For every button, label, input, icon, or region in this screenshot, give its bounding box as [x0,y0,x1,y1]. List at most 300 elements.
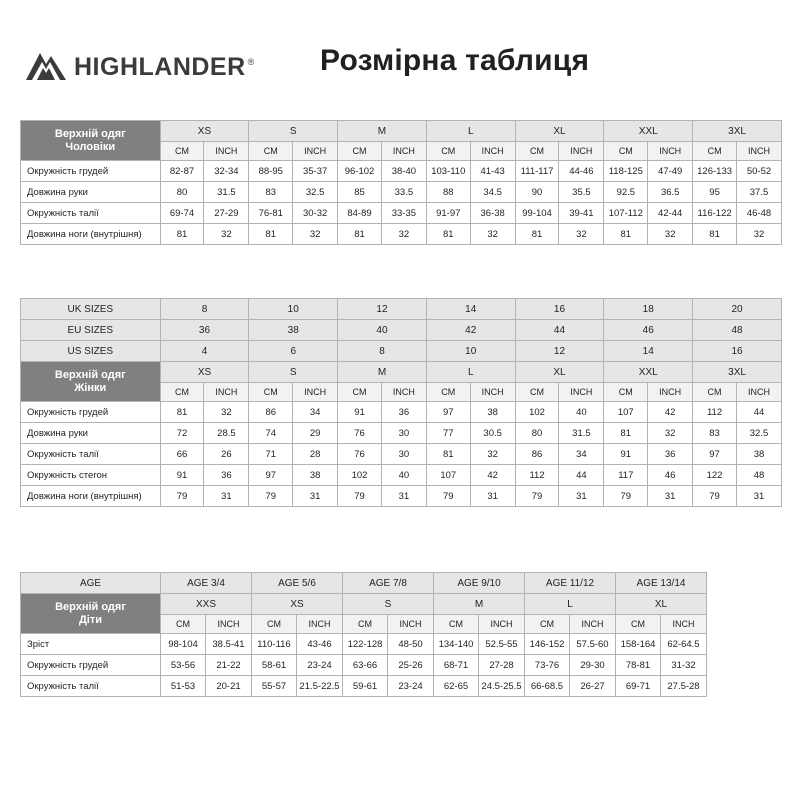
men-size-s: S [249,121,338,142]
kids-cell-2-2: 55-57 [252,676,297,697]
men-cell-2-8: 99-104 [515,203,559,224]
women-cell-3-11: 46 [648,465,693,486]
kids-size-xxs: XXS [161,594,252,615]
table-row [21,161,782,182]
women-unit-inch-4: INCH [559,383,604,402]
men-cell-3-4: 81 [338,224,382,245]
women-cell-0-9: 40 [559,402,604,423]
women-size-s: S [249,362,338,383]
men-cell-3-3: 32 [293,224,338,245]
women-cell-0-12: 112 [693,402,737,423]
men-section-label-line2: Чоловіки [65,140,116,153]
kids-unit-cm-0: CM [161,615,206,634]
men-unit-inch-4: INCH [559,142,604,161]
women-cell-2-9: 34 [559,444,604,465]
men-cell-3-12: 81 [693,224,737,245]
women-cell-1-7: 30.5 [470,423,515,444]
kids-cell-2-3: 21.5-22.5 [297,676,343,697]
kids-cell-2-6: 62-65 [434,676,479,697]
uk-size-2: 12 [338,299,427,320]
women-row-label-1: Довжина руки [21,423,161,444]
men-row-label-3: Довжина ноги (внутрішня) [21,224,161,245]
kids-section-label [21,594,161,634]
brand-logo [24,50,255,84]
men-cell-0-1: 32-34 [204,161,249,182]
women-unit-inch-2: INCH [381,383,426,402]
men-cell-2-12: 116-122 [693,203,737,224]
women-unit-inch-1: INCH [293,383,338,402]
eu-size-5: 46 [604,320,693,341]
men-unit-inch-3: INCH [470,142,515,161]
us-size-3: 10 [426,341,515,362]
women-row-label-4: Довжина ноги (внутрішня) [21,486,161,507]
men-cell-1-3: 32.5 [293,182,338,203]
women-cell-0-5: 36 [381,402,426,423]
men-cell-2-6: 91-97 [426,203,470,224]
eu-size-6: 48 [693,320,782,341]
women-cell-0-1: 32 [204,402,249,423]
kids-cell-0-11: 62-64.5 [661,634,707,655]
men-cell-3-8: 81 [515,224,559,245]
men-row-label-0: Окружність грудей [21,161,161,182]
kids-cell-1-8: 73-76 [525,655,570,676]
men-unit-inch-6: INCH [737,142,782,161]
men-cell-3-10: 81 [604,224,648,245]
kids-row-label-2: Окружність талії [21,676,161,697]
kids-age-label: AGE [21,573,161,594]
women-cell-4-1: 31 [204,486,249,507]
women-row-label-2: Окружність талії [21,444,161,465]
men-unit-cm-3: CM [426,142,470,161]
kids-unit-cm-3: CM [434,615,479,634]
women-unit-inch-5: INCH [648,383,693,402]
registered-mark: ® [247,57,255,68]
kids-cell-2-9: 26-27 [570,676,616,697]
kids-size-l: L [525,594,616,615]
women-cell-3-3: 38 [293,465,338,486]
table-row [21,224,782,245]
men-cell-2-13: 46-48 [737,203,782,224]
kids-section-label-line2: Діти [78,613,103,626]
women-cell-4-4: 79 [338,486,382,507]
eu-size-2: 40 [338,320,427,341]
kids-cell-2-8: 66-68.5 [525,676,570,697]
women-cell-4-9: 31 [559,486,604,507]
women-cell-0-13: 44 [736,402,781,423]
women-cell-0-6: 97 [426,402,470,423]
women-cell-4-0: 79 [160,486,204,507]
kids-cell-0-8: 146-152 [525,634,570,655]
women-cell-2-10: 91 [604,444,648,465]
women-cell-4-3: 31 [293,486,338,507]
us-size-6: 16 [693,341,782,362]
page-header [0,40,800,100]
page-title: Розмірна таблиця [320,44,590,77]
kids-cell-2-0: 51-53 [161,676,206,697]
us-size-0: 4 [160,341,249,362]
women-cell-2-12: 97 [693,444,737,465]
women-cell-4-10: 79 [604,486,648,507]
kids-unit-inch-4: INCH [570,615,616,634]
kids-age-5: AGE 13/14 [616,573,707,594]
women-cell-1-5: 30 [381,423,426,444]
women-cell-3-8: 112 [515,465,559,486]
kids-cell-0-10: 158-164 [616,634,661,655]
men-cell-0-9: 44-46 [559,161,604,182]
women-cell-0-10: 107 [604,402,648,423]
women-cell-2-3: 28 [293,444,338,465]
women-unit-cm-6: CM [693,383,737,402]
men-cell-3-0: 81 [160,224,204,245]
women-size-3xl: 3XL [693,362,782,383]
kids-cell-2-11: 27.5-28 [661,676,707,697]
men-cell-1-6: 88 [426,182,470,203]
men-cell-3-13: 32 [737,224,782,245]
men-size-xs: XS [160,121,249,142]
men-cell-2-0: 69-74 [160,203,204,224]
women-unit-inch-6: INCH [736,383,781,402]
us-sizes-label: US SIZES [21,341,161,362]
kids-unit-inch-0: INCH [206,615,252,634]
highlander-mountain-logo-icon [24,50,68,84]
men-size-table-wrapper [20,120,782,245]
men-cell-0-8: 111-117 [515,161,559,182]
eu-size-3: 42 [426,320,515,341]
women-cell-0-7: 38 [470,402,515,423]
men-cell-1-7: 34.5 [470,182,515,203]
men-unit-cm-5: CM [604,142,648,161]
men-section-label-line1: Верхній одяг [54,127,126,140]
women-unit-cm-0: CM [160,383,204,402]
table-row [21,634,707,655]
men-cell-2-1: 27-29 [204,203,249,224]
eu-size-4: 44 [515,320,604,341]
women-cell-1-2: 74 [249,423,293,444]
women-cell-4-7: 31 [470,486,515,507]
men-cell-1-10: 92.5 [604,182,648,203]
women-unit-inch-0: INCH [204,383,249,402]
eu-size-1: 38 [249,320,338,341]
us-size-2: 8 [338,341,427,362]
kids-cell-2-1: 20-21 [206,676,252,697]
men-cell-1-12: 95 [693,182,737,203]
kids-cell-1-5: 25-26 [388,655,434,676]
men-unit-cm-1: CM [249,142,293,161]
women-size-table-wrapper [20,298,782,507]
women-cell-0-8: 102 [515,402,559,423]
kids-size-header-row [21,594,707,615]
eu-size-0: 36 [160,320,249,341]
men-cell-1-8: 90 [515,182,559,203]
kids-cell-0-9: 57.5-60 [570,634,616,655]
women-cell-4-2: 79 [249,486,293,507]
table-row [21,486,782,507]
women-cell-2-5: 30 [381,444,426,465]
kids-cell-0-3: 43-46 [297,634,343,655]
men-cell-0-10: 118-125 [604,161,648,182]
men-cell-2-11: 42-44 [648,203,693,224]
kids-size-table [20,572,707,697]
kids-unit-inch-5: INCH [661,615,707,634]
kids-age-4: AGE 11/12 [525,573,616,594]
men-cell-1-9: 35.5 [559,182,604,203]
women-cell-0-4: 91 [338,402,382,423]
women-cell-3-6: 107 [426,465,470,486]
women-cell-1-13: 32.5 [736,423,781,444]
kids-cell-0-1: 38.5-41 [206,634,252,655]
men-unit-inch-2: INCH [381,142,426,161]
us-size-1: 6 [249,341,338,362]
women-cell-2-8: 86 [515,444,559,465]
men-cell-0-0: 82-87 [160,161,204,182]
men-unit-cm-6: CM [693,142,737,161]
women-cell-4-6: 79 [426,486,470,507]
kids-cell-1-4: 63-66 [343,655,388,676]
women-section-label-line1: Верхній одяг [54,368,126,381]
kids-cell-1-7: 27-28 [479,655,525,676]
uk-size-0: 8 [160,299,249,320]
women-size-xs: XS [160,362,249,383]
women-cell-1-11: 32 [648,423,693,444]
men-cell-1-4: 85 [338,182,382,203]
women-unit-cm-1: CM [249,383,293,402]
men-cell-3-11: 32 [648,224,693,245]
men-cell-0-7: 41-43 [470,161,515,182]
uk-size-6: 20 [693,299,782,320]
women-row-label-3: Окружність стегон [21,465,161,486]
kids-size-table-wrapper [20,572,782,697]
women-cell-4-11: 31 [648,486,693,507]
table-row [21,203,782,224]
men-cell-2-2: 76-81 [249,203,293,224]
men-unit-inch-5: INCH [648,142,693,161]
table-row [21,182,782,203]
kids-cell-0-7: 52.5-55 [479,634,525,655]
women-size-l: L [426,362,515,383]
uk-sizes-label: UK SIZES [21,299,161,320]
women-cell-0-0: 81 [160,402,204,423]
table-row [21,655,707,676]
women-cell-1-3: 29 [293,423,338,444]
kids-cell-0-4: 122-128 [343,634,388,655]
kids-cell-1-3: 23-24 [297,655,343,676]
women-cell-0-11: 42 [648,402,693,423]
women-row-label-0: Окружність грудей [21,402,161,423]
kids-cell-2-5: 23-24 [388,676,434,697]
women-cell-2-1: 26 [204,444,249,465]
uk-size-5: 18 [604,299,693,320]
kids-unit-cm-2: CM [343,615,388,634]
men-unit-inch-1: INCH [293,142,338,161]
women-cell-4-13: 31 [736,486,781,507]
kids-cell-1-9: 29-30 [570,655,616,676]
kids-cell-2-7: 24.5-25.5 [479,676,525,697]
men-cell-2-5: 33-35 [381,203,426,224]
women-cell-3-1: 36 [204,465,249,486]
table-row [21,423,782,444]
women-unit-cm-3: CM [426,383,470,402]
women-section-label-line2: Жінки [74,381,107,394]
table-row [21,676,707,697]
women-cell-0-3: 34 [293,402,338,423]
women-cell-3-5: 40 [381,465,426,486]
women-cell-4-5: 31 [381,486,426,507]
men-cell-1-5: 33.5 [381,182,426,203]
women-size-header-row [21,362,782,383]
women-cell-2-7: 32 [470,444,515,465]
women-cell-1-8: 80 [515,423,559,444]
women-cell-3-10: 117 [604,465,648,486]
eu-sizes-row [21,320,782,341]
kids-cell-1-0: 53-56 [161,655,206,676]
men-unit-cm-4: CM [515,142,559,161]
kids-size-m: M [434,594,525,615]
brand-name: HIGHLANDER ® [74,52,255,81]
women-unit-cm-4: CM [515,383,559,402]
kids-age-1: AGE 5/6 [252,573,343,594]
women-cell-1-12: 83 [693,423,737,444]
women-cell-1-9: 31.5 [559,423,604,444]
men-cell-3-7: 32 [470,224,515,245]
uk-sizes-row [21,299,782,320]
eu-sizes-label: EU SIZES [21,320,161,341]
kids-cell-0-0: 98-104 [161,634,206,655]
us-sizes-row [21,341,782,362]
women-cell-1-10: 81 [604,423,648,444]
men-cell-3-2: 81 [249,224,293,245]
women-cell-3-4: 102 [338,465,382,486]
kids-size-xl: XL [616,594,707,615]
kids-size-s: S [343,594,434,615]
women-cell-1-6: 77 [426,423,470,444]
women-cell-3-13: 48 [736,465,781,486]
men-unit-cm-2: CM [338,142,382,161]
men-size-l: L [426,121,515,142]
men-cell-3-1: 32 [204,224,249,245]
kids-cell-1-10: 78-81 [616,655,661,676]
kids-unit-cm-4: CM [525,615,570,634]
men-cell-1-0: 80 [160,182,204,203]
women-cell-3-12: 122 [693,465,737,486]
kids-cell-1-6: 68-71 [434,655,479,676]
men-cell-2-7: 36-38 [470,203,515,224]
men-cell-0-5: 38-40 [381,161,426,182]
kids-cell-2-4: 59-61 [343,676,388,697]
men-cell-0-12: 126-133 [693,161,737,182]
women-cell-2-4: 76 [338,444,382,465]
men-cell-0-4: 96-102 [338,161,382,182]
kids-row-label-1: Окружність грудей [21,655,161,676]
men-size-m: M [338,121,427,142]
kids-cell-0-6: 134-140 [434,634,479,655]
women-cell-1-4: 76 [338,423,382,444]
men-cell-0-6: 103-110 [426,161,470,182]
kids-cell-2-10: 69-71 [616,676,661,697]
kids-section-label-line1: Верхній одяг [55,600,126,613]
women-cell-3-2: 97 [249,465,293,486]
women-cell-0-2: 86 [249,402,293,423]
women-size-xl: XL [515,362,604,383]
men-unit-inch-0: INCH [204,142,249,161]
men-cell-2-10: 107-112 [604,203,648,224]
men-cell-1-11: 36.5 [648,182,693,203]
kids-cell-1-2: 58-61 [252,655,297,676]
women-cell-2-2: 71 [249,444,293,465]
uk-size-3: 14 [426,299,515,320]
women-cell-2-0: 66 [160,444,204,465]
men-size-3xl: 3XL [693,121,782,142]
men-cell-3-6: 81 [426,224,470,245]
men-cell-2-4: 84-89 [338,203,382,224]
men-cell-3-9: 32 [559,224,604,245]
men-section-label [21,121,161,161]
women-cell-3-9: 44 [559,465,604,486]
women-unit-cm-5: CM [604,383,648,402]
women-size-m: M [338,362,427,383]
men-row-label-1: Довжина руки [21,182,161,203]
women-cell-4-12: 79 [693,486,737,507]
kids-cell-0-2: 110-116 [252,634,297,655]
men-cell-0-11: 47-49 [648,161,693,182]
women-size-xxl: XXL [604,362,693,383]
table-row [21,444,782,465]
table-row [21,402,782,423]
men-row-label-2: Окружність талії [21,203,161,224]
kids-cell-1-11: 31-32 [661,655,707,676]
kids-unit-inch-2: INCH [388,615,434,634]
women-cell-1-1: 28.5 [204,423,249,444]
men-cell-1-1: 31.5 [204,182,249,203]
kids-cell-1-1: 21-22 [206,655,252,676]
women-unit-inch-3: INCH [470,383,515,402]
men-cell-1-13: 37.5 [737,182,782,203]
men-size-xl: XL [515,121,604,142]
men-cell-0-2: 88-95 [249,161,293,182]
men-unit-cm-0: CM [160,142,204,161]
women-cell-2-13: 38 [736,444,781,465]
kids-unit-inch-3: INCH [479,615,525,634]
men-size-table [20,120,782,245]
men-cell-2-9: 39-41 [559,203,604,224]
men-cell-3-5: 32 [381,224,426,245]
us-size-5: 14 [604,341,693,362]
women-cell-1-0: 72 [160,423,204,444]
men-cell-1-2: 83 [249,182,293,203]
kids-age-2: AGE 7/8 [343,573,434,594]
us-size-4: 12 [515,341,604,362]
men-size-header-row [21,121,782,142]
men-cell-0-3: 35-37 [293,161,338,182]
women-cell-2-11: 36 [648,444,693,465]
table-row [21,465,782,486]
kids-unit-cm-1: CM [252,615,297,634]
kids-cell-0-5: 48-50 [388,634,434,655]
kids-unit-inch-1: INCH [297,615,343,634]
women-cell-3-0: 91 [160,465,204,486]
women-cell-3-7: 42 [470,465,515,486]
kids-age-3: AGE 9/10 [434,573,525,594]
women-unit-cm-2: CM [338,383,382,402]
kids-unit-cm-5: CM [616,615,661,634]
uk-size-4: 16 [515,299,604,320]
men-size-xxl: XXL [604,121,693,142]
kids-age-row [21,573,707,594]
women-size-table [20,298,782,507]
women-cell-2-6: 81 [426,444,470,465]
uk-size-1: 10 [249,299,338,320]
women-section-label [21,362,161,402]
kids-age-0: AGE 3/4 [161,573,252,594]
